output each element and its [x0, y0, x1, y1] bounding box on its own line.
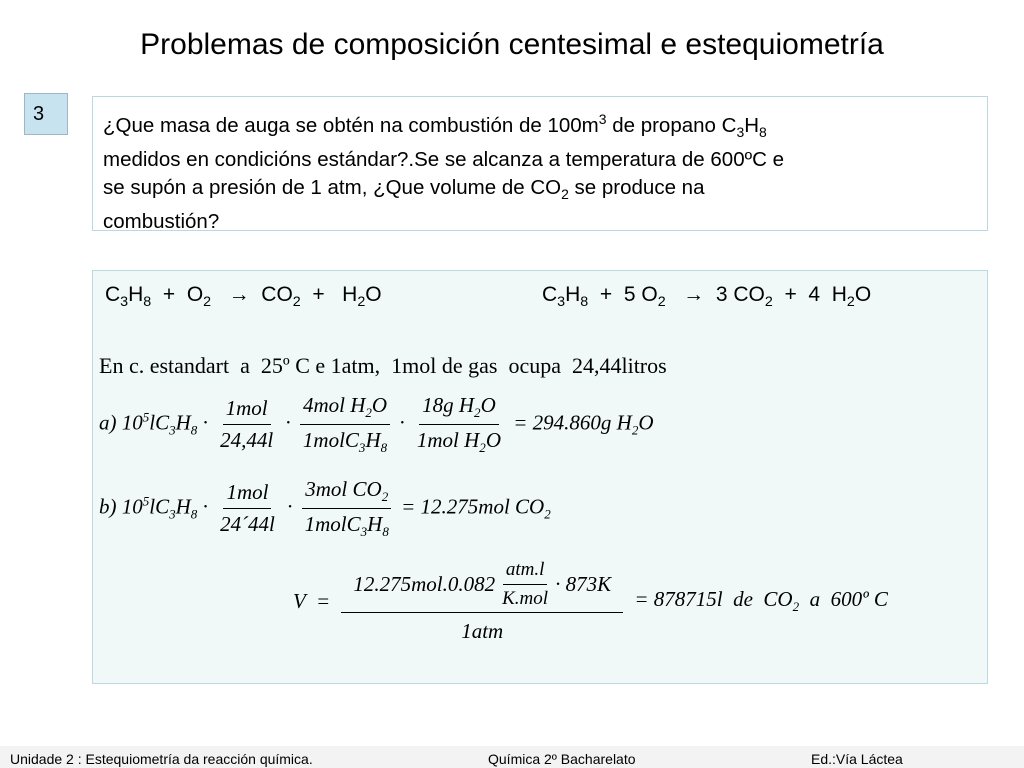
- part-a-equation: a) $10^5lC_3H_8$ · $\frac{\text{1mol}}{24,44l}$ · $\frac{4mol H_2O}{1molC_3H_8}$ · $\frac{18g H_2O}{1mol H_2O}$ = 294.860g $H_2O$: [99, 393, 654, 456]
- fraction-a2: $\frac{4mol H_2O}{1molC_3H_8}$: [300, 393, 390, 456]
- solution-box: [92, 270, 988, 684]
- standard-conditions-line: En c. estandart a 25º C e 1atm, 1mol de gas ocupa 24,44litros: [99, 353, 667, 378]
- fraction-a3: $\frac{18g H_2O}{1mol H_2O}$: [416, 393, 501, 456]
- fraction-b1: $\frac{\text{1mol}}{24´44l}$: [220, 480, 275, 537]
- footer: [0, 746, 1024, 768]
- unbalanced-reaction: $C_3H_8 + O_2$ → $CO_2 + H_2O$: [105, 283, 382, 311]
- question-line-1: ¿Que masa de auga se obtén na combustión de $100m^3$ de propano $C_3H_8$: [103, 111, 767, 140]
- question-box: [92, 96, 988, 234]
- question-line-3: se supón a presión de 1 atm, ¿Que volume de $CO_2$ se produce na: [103, 175, 705, 203]
- footer-right: Ed.:Vía Láctea: [811, 751, 903, 767]
- volume-equation: V = 12.275mol.0.082 $\frac{\text{atm.l}}{\text{K.mol}}$ · 873K 1atm = 878715l de $CO_2$ a 600º C: [293, 559, 888, 643]
- question-line-2: medidos en condicións estándar?.Se se alcanza a temperatura de 600ºC e: [103, 147, 784, 171]
- footer-center: Química 2º Bacharelato: [488, 751, 636, 767]
- problem-number: 3: [24, 93, 68, 135]
- footer-left: Unidade 2 : Estequiometría da reacción química.: [10, 751, 313, 767]
- question-line-4: combustión?: [103, 210, 220, 234]
- page-title: Problemas de composición centesimal e estequiometría: [140, 28, 884, 61]
- balanced-reaction: $C_3H_8 + 5$ $O_2$ → 3 $CO_2 + 4$ $H_2O$: [542, 283, 872, 311]
- fraction-volume: 12.275mol.0.082 $\frac{\text{atm.l}}{\text{K.mol}}$ · 873K 1atm: [341, 559, 623, 644]
- part-b-equation: b) $10^5lC_3H_8$ · $\frac{\text{1mol}}{24´44l}$ · $\frac{3mol CO_2}{1molC_3H_8}$ = 12.275mol $CO_2$: [99, 477, 551, 540]
- arrow-icon: →: [683, 283, 705, 306]
- fraction-a1: $\frac{\text{1mol}}{24,44l}$: [220, 396, 274, 453]
- arrow-icon: →: [228, 283, 250, 306]
- fraction-b2: $\frac{3mol CO_2}{1molC_3H_8}$: [302, 477, 392, 540]
- fraction-atm-l: $\frac{\text{atm.l}}{\text{K.mol}}$: [502, 559, 549, 609]
